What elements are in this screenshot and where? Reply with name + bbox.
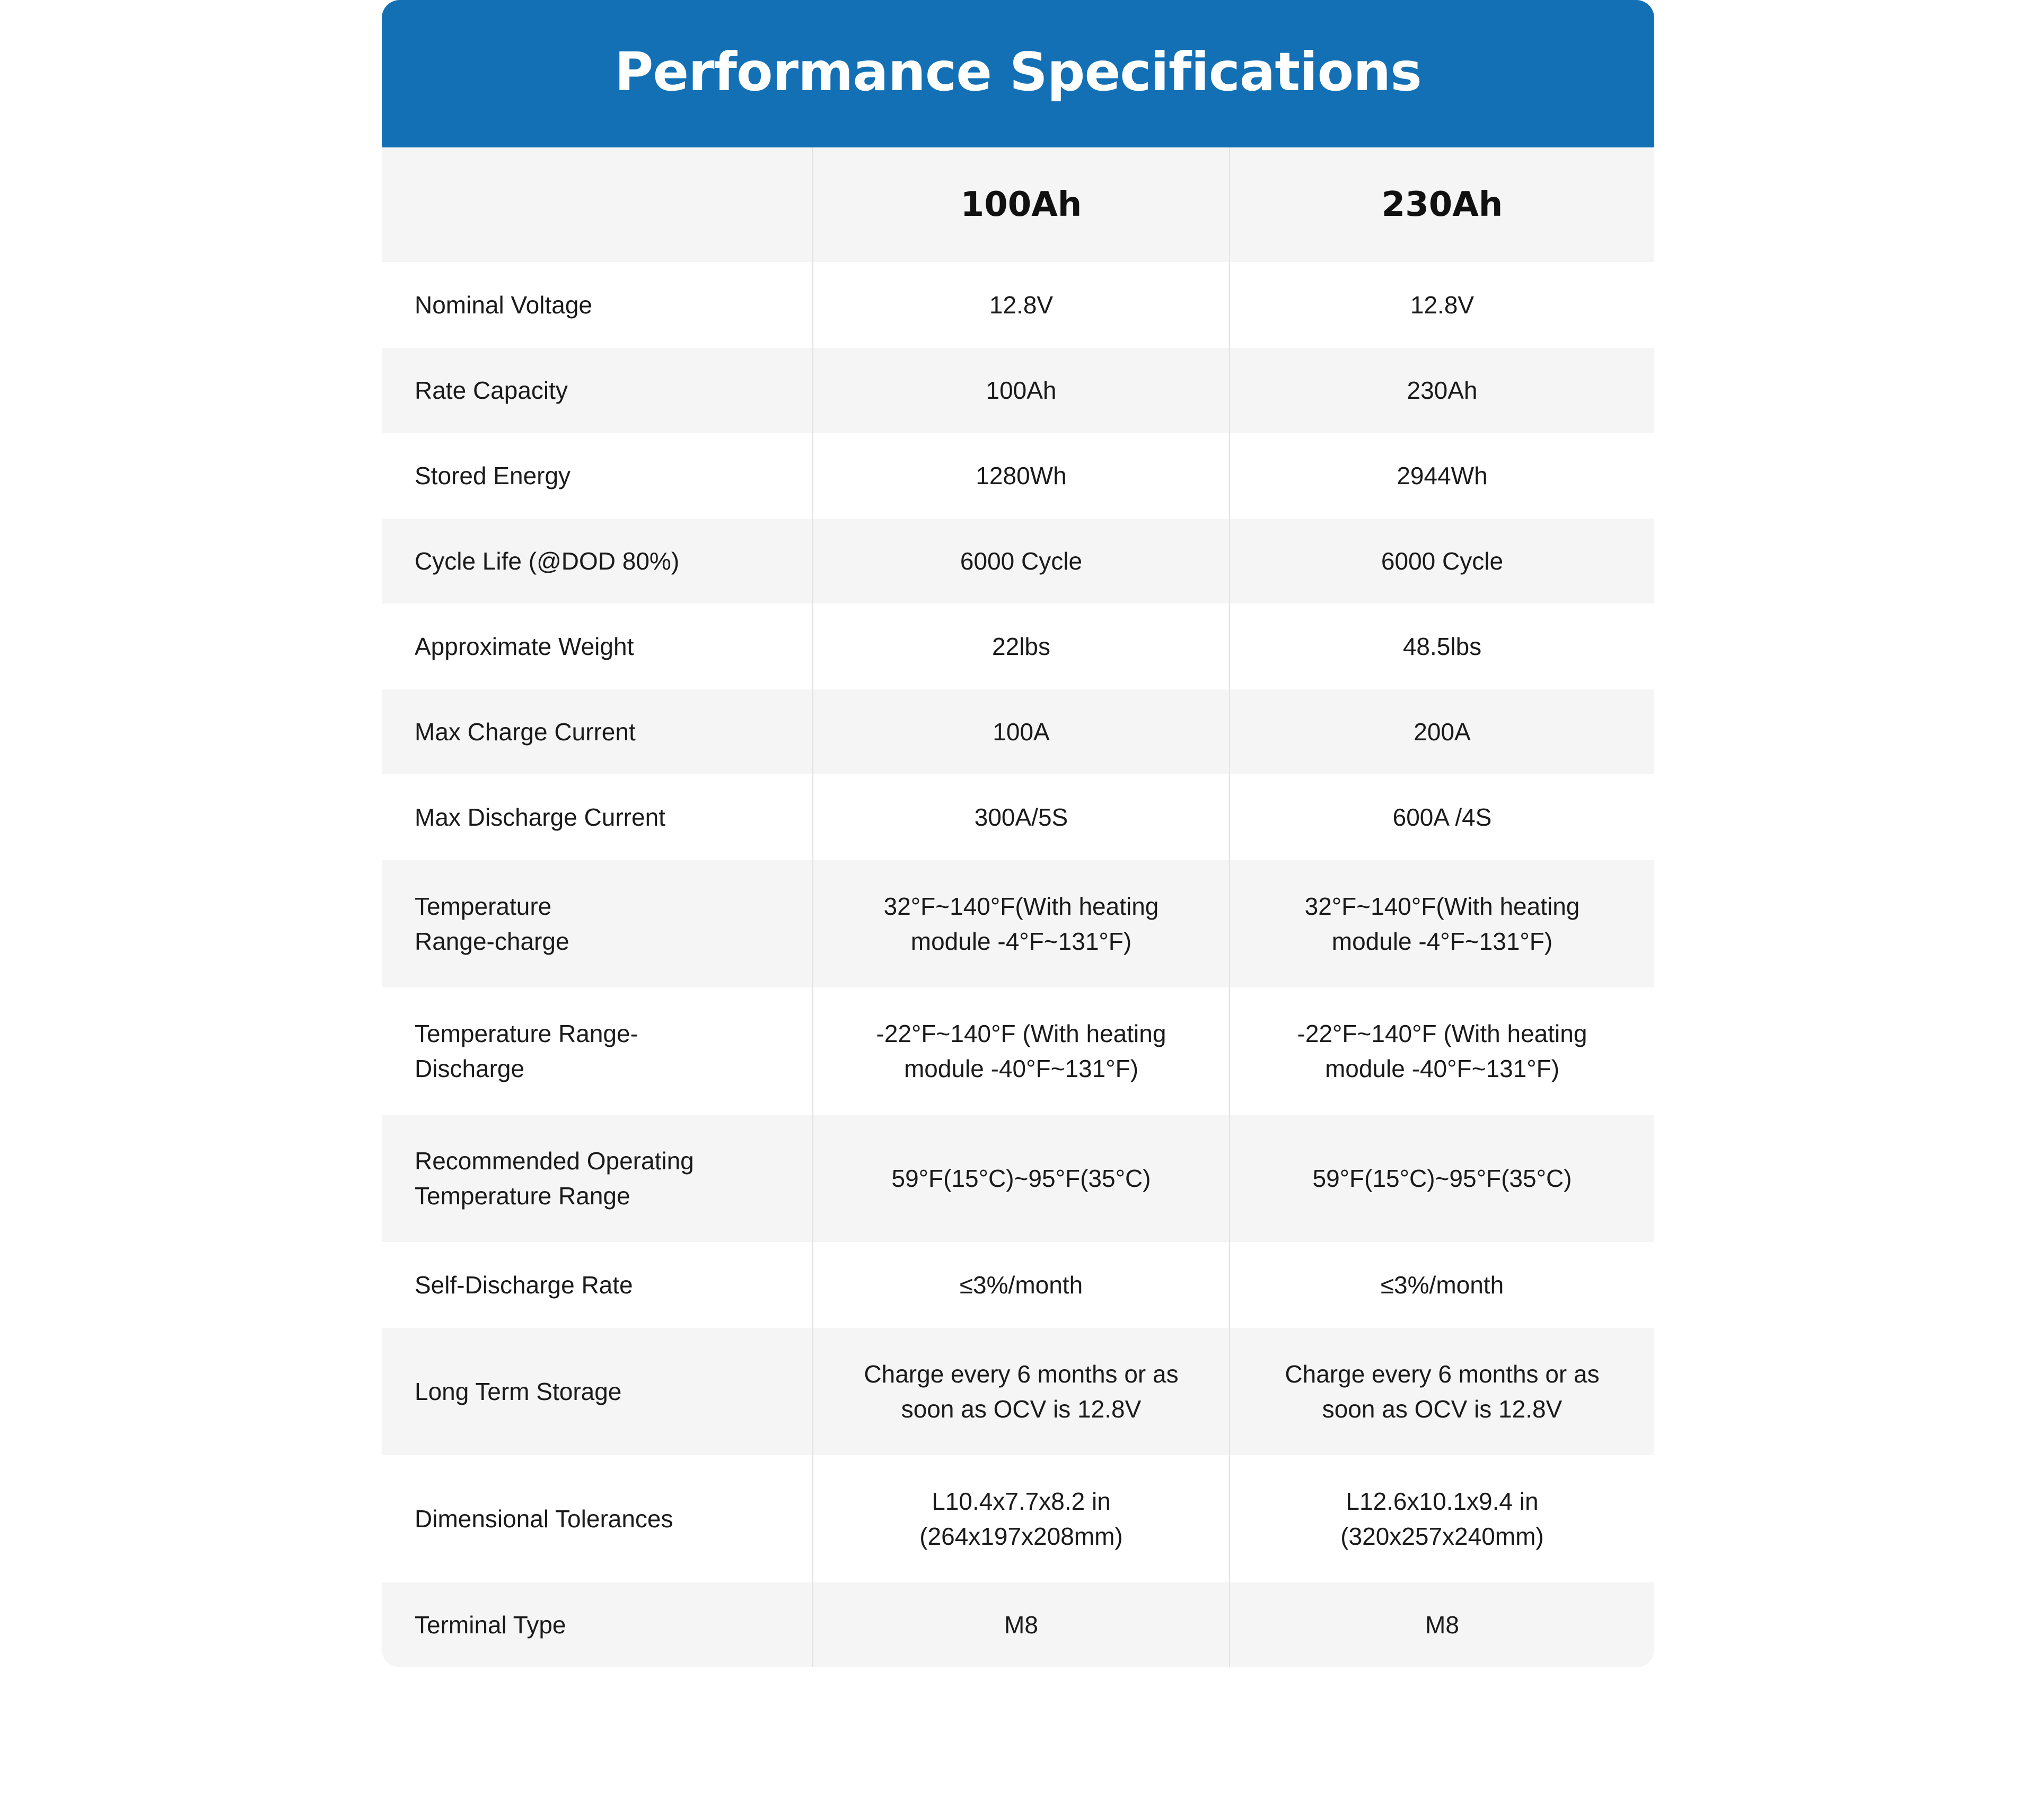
spec-value-230ah: 59°F(15°C)~95°F(35°C): [1229, 1115, 1654, 1242]
spec-value-230ah: L12.6x10.1x9.4 in (320x257x240mm): [1229, 1455, 1654, 1582]
spec-value-230ah: 12.8V: [1229, 262, 1654, 348]
table-row: [382, 1242, 1654, 1328]
table-row: [382, 1455, 1654, 1582]
table-row: [382, 774, 1654, 860]
spec-value-100ah: ≤3%/month: [812, 1242, 1229, 1328]
spec-table: [382, 147, 1654, 1667]
page-title: Performance Specifications: [615, 40, 1421, 103]
spec-value-230ah: -22°F~140°F (With heating module -40°F~131°F): [1229, 987, 1654, 1115]
spec-value-100ah: 300A/5S: [812, 774, 1229, 860]
spec-value-230ah: 32°F~140°F(With heating module -4°F~131°F): [1229, 860, 1654, 987]
spec-label: Max Charge Current: [415, 718, 636, 746]
table-row: [382, 433, 1654, 519]
table-row: [382, 860, 1654, 987]
spec-label: Cycle Life (@DOD 80%): [415, 547, 680, 575]
spec-label: Recommended Operating Temperature Range: [415, 1147, 694, 1210]
spec-label: Self-Discharge Rate: [415, 1271, 633, 1299]
spec-value-230ah: ≤3%/month: [1229, 1242, 1654, 1328]
spec-value-100ah: 100A: [812, 689, 1229, 774]
spec-value-100ah: 22lbs: [812, 603, 1229, 689]
column-header-100ah: 100Ah: [812, 147, 1229, 262]
table-header-row: [382, 147, 1654, 262]
column-header-spec: [382, 147, 812, 262]
spec-value-230ah: 200A: [1229, 689, 1654, 774]
spec-label: Nominal Voltage: [415, 291, 592, 319]
spec-label: Temperature Range-Discharge: [415, 1020, 638, 1082]
spec-value-100ah: L10.4x7.7x8.2 in (264x197x208mm): [812, 1455, 1229, 1582]
table-row: [382, 603, 1654, 689]
spec-label: Dimensional Tolerances: [415, 1505, 673, 1533]
spec-label: Long Term Storage: [415, 1378, 622, 1405]
card-header: [382, 0, 1654, 147]
spec-value-230ah: 600A /4S: [1229, 774, 1654, 860]
table-row: [382, 987, 1654, 1115]
spec-value-100ah: 100Ah: [812, 348, 1229, 433]
spec-label: Rate Capacity: [415, 377, 568, 404]
spec-label: Approximate Weight: [415, 633, 634, 660]
column-header-230ah: 230Ah: [1229, 147, 1654, 262]
spec-value-100ah: 32°F~140°F(With heating module -4°F~131°F): [812, 860, 1229, 987]
spec-value-100ah: -22°F~140°F (With heating module -40°F~131°F): [812, 987, 1229, 1115]
spec-value-100ah: 59°F(15°C)~95°F(35°C): [812, 1115, 1229, 1242]
spec-value-100ah: 12.8V: [812, 262, 1229, 348]
spec-value-100ah: 1280Wh: [812, 433, 1229, 519]
table-row: [382, 348, 1654, 433]
table-row: [382, 1582, 1654, 1667]
spec-label: Terminal Type: [415, 1611, 566, 1639]
spec-value-230ah: 6000 Cycle: [1229, 519, 1654, 603]
spec-card: [382, 0, 1654, 1667]
table-row: [382, 262, 1654, 348]
spec-label: Stored Energy: [415, 462, 571, 489]
table-row: [382, 1115, 1654, 1242]
table-row: [382, 519, 1654, 603]
spec-value-100ah: 6000 Cycle: [812, 519, 1229, 603]
spec-value-230ah: 48.5lbs: [1229, 603, 1654, 689]
spec-value-100ah: Charge every 6 months or as soon as OCV is 12.8V: [812, 1328, 1229, 1455]
spec-label: Max Discharge Current: [415, 803, 665, 831]
spec-value-230ah: Charge every 6 months or as soon as OCV is 12.8V: [1229, 1328, 1654, 1455]
table-row: [382, 1328, 1654, 1455]
spec-value-230ah: 2944Wh: [1229, 433, 1654, 519]
spec-value-230ah: M8: [1229, 1582, 1654, 1667]
spec-value-230ah: 230Ah: [1229, 348, 1654, 433]
spec-value-100ah: M8: [812, 1582, 1229, 1667]
spec-label: Temperature Range-charge: [415, 892, 569, 955]
table-row: [382, 689, 1654, 774]
